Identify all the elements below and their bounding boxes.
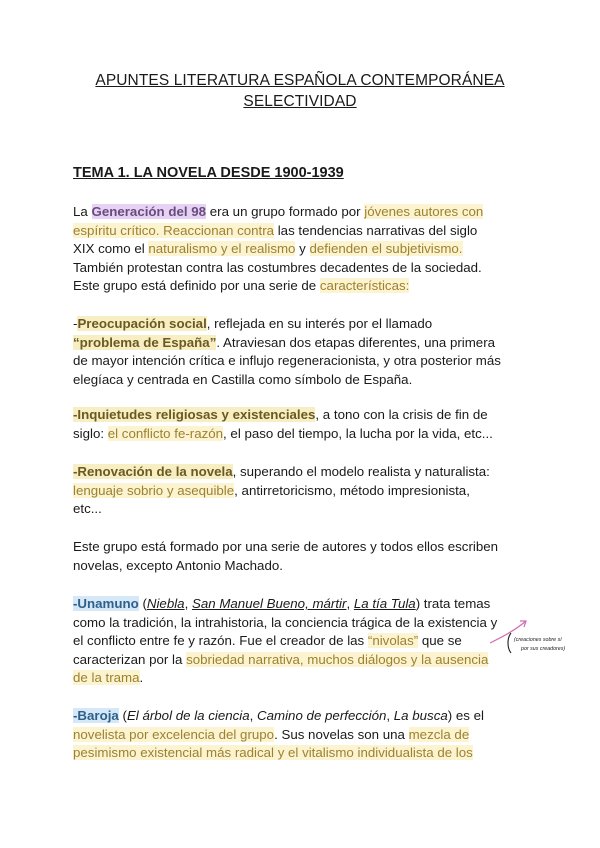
work-title: San Manuel Bueno, mártir [191,596,347,611]
section-heading: TEMA 1. LA NOVELA DESDE 1900-1939 [73,165,344,181]
text: , reflejada en su interés por el llamado [206,316,433,331]
work-title: La busca [393,708,448,723]
text: - [73,316,78,331]
text-line: Este grupo está formado por una serie de autores y todos ellos escriben [73,539,499,554]
text: el conflicto entre fe y razón. Fue el creador de las [73,633,368,649]
highlight: defienden el subjetivismo. [309,241,463,257]
text: , [386,708,394,723]
highlight-generacion: Generación del 98 [91,204,207,219]
text: ) trata temas [415,596,491,611]
note-line-2: por sus creadores) [521,646,566,652]
unamuno-paragraph [73,595,553,688]
intro-paragraph [73,203,553,296]
text-line: novelas, excepto Antonio Machado. [73,557,283,573]
work-title: Niebla [146,596,185,611]
highlight-bold: -Renovación de la novela [73,464,233,479]
text: . Sus novelas son una [274,726,409,742]
text: y [295,241,310,257]
text: , superando el modelo realista y naturalista: [232,464,490,479]
title-line-2: SELECTIVIDAD [243,93,357,110]
document-title [0,70,600,112]
text: las tendencias narrativas del siglo [274,222,478,238]
highlight-bold: Preocupación social [77,316,207,331]
work-title: Camino de perfección [257,708,387,723]
highlight: “nivolas” [367,633,419,649]
text: , [184,596,192,611]
highlight: el conflicto fe-razón [107,425,224,441]
text: La [73,204,92,219]
text: ( [118,708,127,723]
highlight: naturalismo y el realismo [148,241,296,257]
highlight: de la trama [73,670,140,686]
handwritten-note [505,630,585,656]
highlight: espíritu crítico. Reaccionan contra [73,222,275,238]
text: . [139,670,144,686]
highlight: lenguaje sobrio y asequible [73,482,235,498]
text-line: etc... [73,501,102,517]
highlight: jóvenes autores con [364,204,484,219]
highlight: características: [319,278,410,294]
preocupacion-paragraph [73,315,553,389]
text: siglo: [73,425,108,441]
note-line-1: (creaciones sobre sí [514,637,562,643]
baroja-paragraph [73,707,553,763]
text: Este grupo está definido por una serie de [73,278,320,294]
text: era un grupo formado por [206,204,365,219]
text-line: elegíaca y centrada en Castilla como símbolo de España. [73,371,413,387]
text: ( [138,596,147,611]
renovacion-paragraph [73,463,553,519]
text: , [249,708,258,723]
highlight-bold: -Inquietudes religiosas y existenciales [73,407,316,422]
highlight: novelista por excelencia del grupo [73,726,275,742]
text-line: de mayor intención crítica e influjo regeneracionista, y otra posterior más [73,353,501,369]
text: que se [418,633,462,649]
highlight-bold: “problema de España” [73,334,217,350]
title-line-1: APUNTES LITERATURA ESPAÑOLA CONTEMPORÁNEA [95,72,505,89]
highlight-unamuno: -Unamuno [73,596,139,611]
grupo-paragraph [73,538,553,575]
work-title: La tía Tula [353,596,416,611]
text: caracterizan por la [73,651,187,667]
highlight: mezcla de [408,726,470,742]
text: . Atraviesan dos etapas diferentes, una primera [216,334,496,350]
highlight-baroja: -Baroja [73,708,119,723]
text: , antirretoricismo, método impresionista, [234,482,470,498]
text-line: como la tradición, la intrahistoria, la conciencia trágica de la existencia y [73,614,498,630]
highlight: sobriedad narrativa, muchos diálogos y la ausencia [186,651,489,667]
text: , el paso del tiempo, la lucha por la vida, etc... [223,425,493,441]
work-title: El árbol de la ciencia [126,708,250,723]
text: ) es el [447,708,484,723]
highlight: pesimismo existencial más radical y el vitalismo individualista de los [73,745,473,761]
text: , [346,596,354,611]
text: XIX como el [73,241,149,257]
text: , a tono con la crisis de fin de [315,407,488,422]
text-line: También protestan contra las costumbres decadentes de la sociedad. [73,259,482,275]
inquietudes-paragraph [73,406,553,443]
